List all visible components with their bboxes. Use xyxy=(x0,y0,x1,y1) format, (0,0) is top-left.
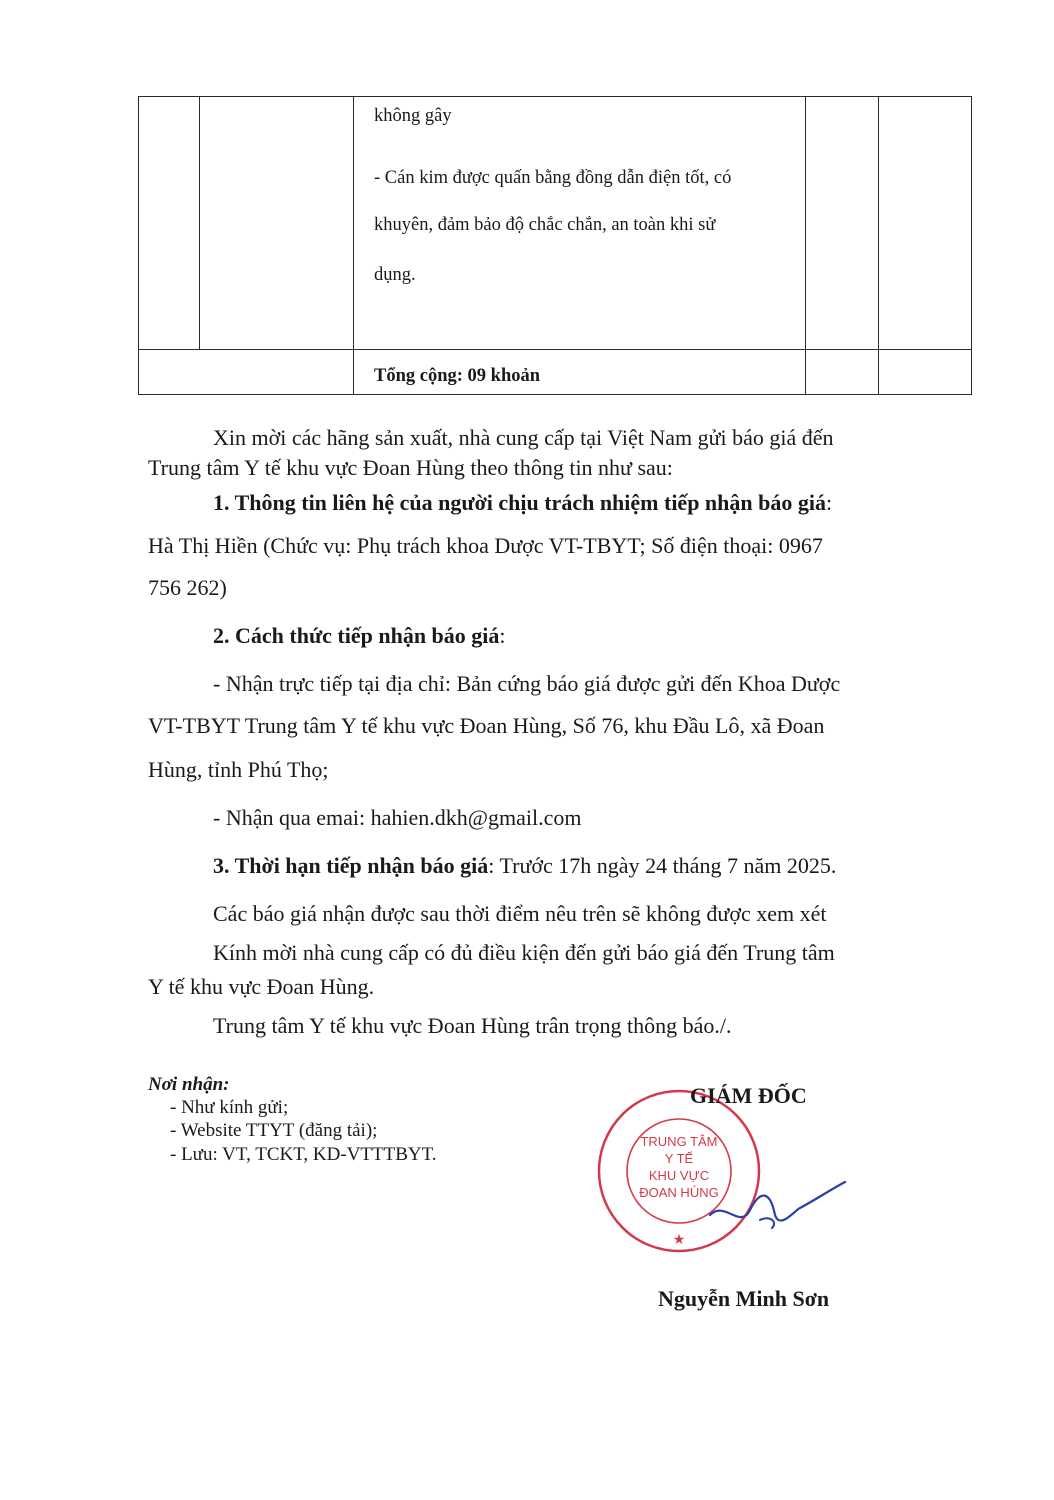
stamp-text: ĐOAN HÙNG xyxy=(639,1185,719,1200)
table-cell xyxy=(139,350,354,395)
stamp-text: KHU VỰC xyxy=(648,1168,710,1183)
note-line: Các báo giá nhận được sau thời điểm nêu trên sẽ không được xem xét xyxy=(213,901,827,926)
address-line: Hùng, tỉnh Phú Thọ; xyxy=(148,757,329,782)
signature-title: GIÁM ĐỐC xyxy=(690,1083,807,1108)
total-cell: Tổng cộng: 09 khoản xyxy=(354,350,806,395)
section-1-title: 1. Thông tin liên hệ của người chịu trách nhiệm tiếp nhận báo giá xyxy=(213,490,826,515)
invite-line: Y tế khu vực Đoan Hùng. xyxy=(148,974,375,999)
table-cell xyxy=(879,97,972,350)
section-2-title: 2. Cách thức tiếp nhận báo giá xyxy=(213,623,500,648)
address-line: VT-TBYT Trung tâm Y tế khu vực Đoan Hùng, Số 76, khu Đầu Lô, xã Đoan xyxy=(148,713,825,738)
table-cell xyxy=(806,97,879,350)
items-table xyxy=(138,96,972,395)
recipient-item: - Website TTYT (đăng tải); xyxy=(170,1120,378,1142)
desc-line: - Cán kim được quấn bằng đồng dẫn điện tốt, có xyxy=(374,168,732,189)
section-1-heading xyxy=(213,490,832,516)
section-3-text: : Trước 17h ngày 24 tháng 7 năm 2025. xyxy=(488,853,837,878)
address-line: - Nhận trực tiếp tại địa chỉ: Bản cứng báo giá được gửi đến Khoa Dược xyxy=(213,671,841,696)
section-2-heading xyxy=(213,623,506,649)
section-3-line xyxy=(213,853,836,879)
table-cell xyxy=(139,97,200,350)
table-cell xyxy=(879,350,972,395)
section-3-title: 3. Thời hạn tiếp nhận báo giá xyxy=(213,853,489,878)
recipients-block xyxy=(148,1073,437,1166)
description-cell xyxy=(354,97,806,350)
desc-line: dụng. xyxy=(374,264,416,285)
stamp-star-icon: ★ xyxy=(672,1231,686,1247)
intro-line: Trung tâm Y tế khu vực Đoan Hùng theo thông tin như sau: xyxy=(148,455,673,480)
recipient-item: - Lưu: VT, TCKT, KD-VTTTBYT. xyxy=(170,1143,437,1165)
stamp-text: TRUNG TÂM xyxy=(640,1134,718,1149)
table-cell xyxy=(806,350,879,395)
closing-line: Trung tâm Y tế khu vực Đoan Hùng trân trọng thông báo./. xyxy=(213,1013,732,1038)
signer-name: Nguyễn Minh Sơn xyxy=(658,1286,830,1311)
contact-line: 756 262) xyxy=(148,575,227,600)
contact-line: Hà Thị Hiền (Chức vụ: Phụ trách khoa Dược VT-TBYT; Số điện thoại: 0967 xyxy=(148,533,823,558)
recipients-title: Nơi nhận: xyxy=(148,1074,230,1095)
section-2-colon: : xyxy=(499,623,506,648)
email-line: - Nhận qua emai: hahien.dkh@gmail.com xyxy=(213,805,582,830)
intro-line: Xin mời các hãng sản xuất, nhà cung cấp tại Việt Nam gửi báo giá đến xyxy=(213,425,834,450)
handwritten-signature xyxy=(700,1170,850,1240)
stamp-text: Y TẾ xyxy=(664,1151,694,1166)
recipient-item: - Như kính gửi; xyxy=(170,1097,289,1119)
invite-line: Kính mời nhà cung cấp có đủ điều kiện đến gửi báo giá đến Trung tâm xyxy=(213,940,835,965)
table-row xyxy=(139,97,972,350)
desc-line: khuyên, đảm bảo độ chắc chắn, an toàn khi sử xyxy=(374,215,716,236)
desc-line: không gây xyxy=(374,106,452,126)
section-1-colon: : xyxy=(825,490,833,515)
table-row xyxy=(139,350,972,395)
table-cell xyxy=(200,97,354,350)
